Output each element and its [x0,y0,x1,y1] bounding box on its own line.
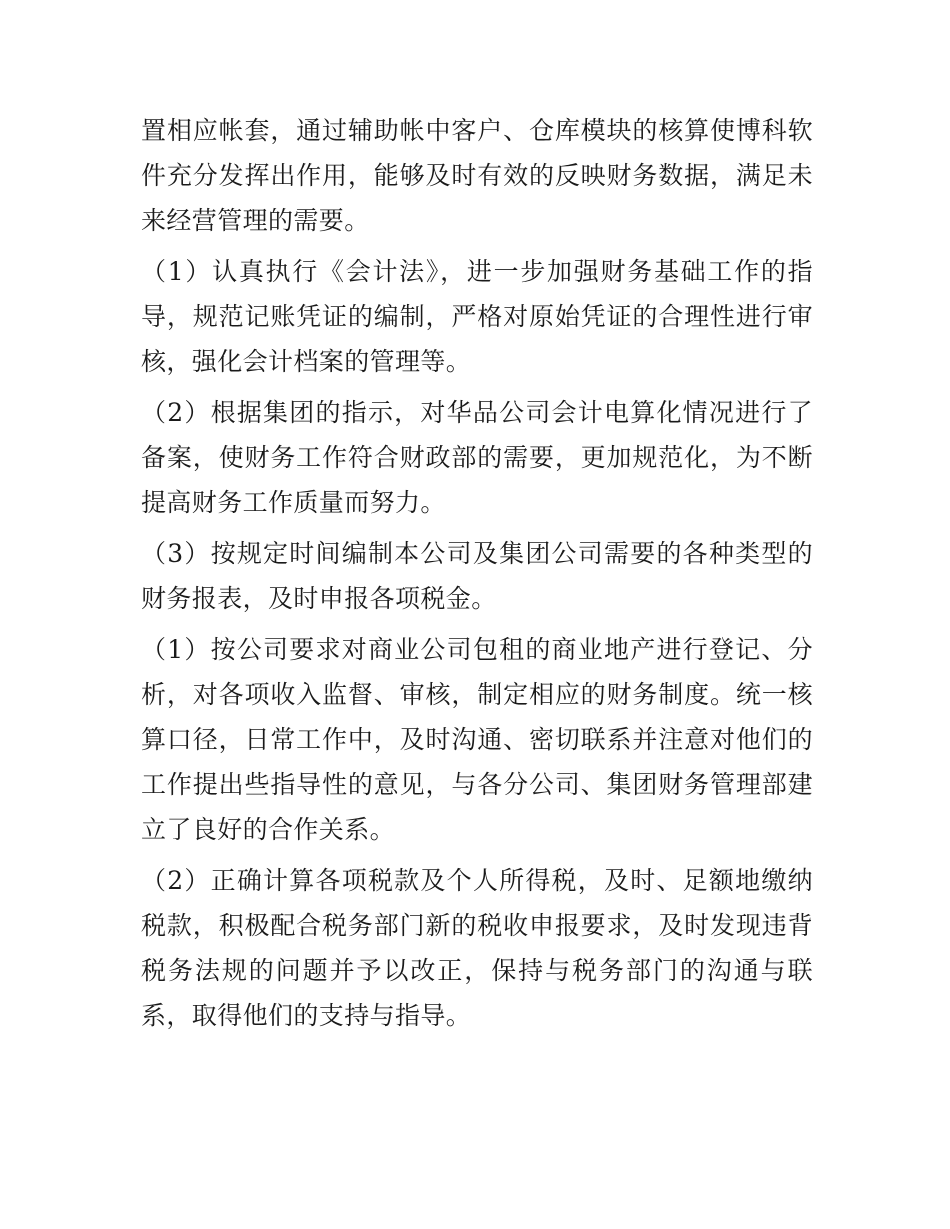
document-body [141,108,813,1044]
paragraph-commercial-property: （1）按公司要求对商业公司包租的商业地产进行登记、分析，对各项收入监督、审核，制定相应的财务制度。统一核算口径，日常工作中，及时沟通、密切联系并注意对他们的工作提出些指导性的意见，与各分公司、集团财务管理部建立了良好的合作关系。 [141,635,813,844]
paragraph-tax-payment: （2）正确计算各项税款及个人所得税，及时、足额地缴纳税款，积极配合税务部门新的税收申报要求，及时发现违背税务法规的问题并予以改正，保持与税务部门的沟通与联系，取得他们的支持与指导。 [141,866,813,1030]
paragraph-continuation: 置相应帐套，通过辅助帐中客户、仓库模块的核算使博科软件充分发挥出作用，能够及时有效的反映财务数据，满足未来经营管理的需要。 [141,116,813,235]
paragraph-accounting-law: （1）认真执行《会计法》，进一步加强财务基础工作的指导，规范记账凭证的编制，严格对原始凭证的合理性进行审核，强化会计档案的管理等。 [141,257,813,376]
paragraph-computerization-filing: （2）根据集团的指示，对华品公司会计电算化情况进行了备案，使财务工作符合财政部的需要，更加规范化，为不断提高财务工作质量而努力。 [141,398,813,517]
paragraph-financial-reports: （3）按规定时间编制本公司及集团公司需要的各种类型的财务报表，及时申报各项税金。 [141,539,813,613]
